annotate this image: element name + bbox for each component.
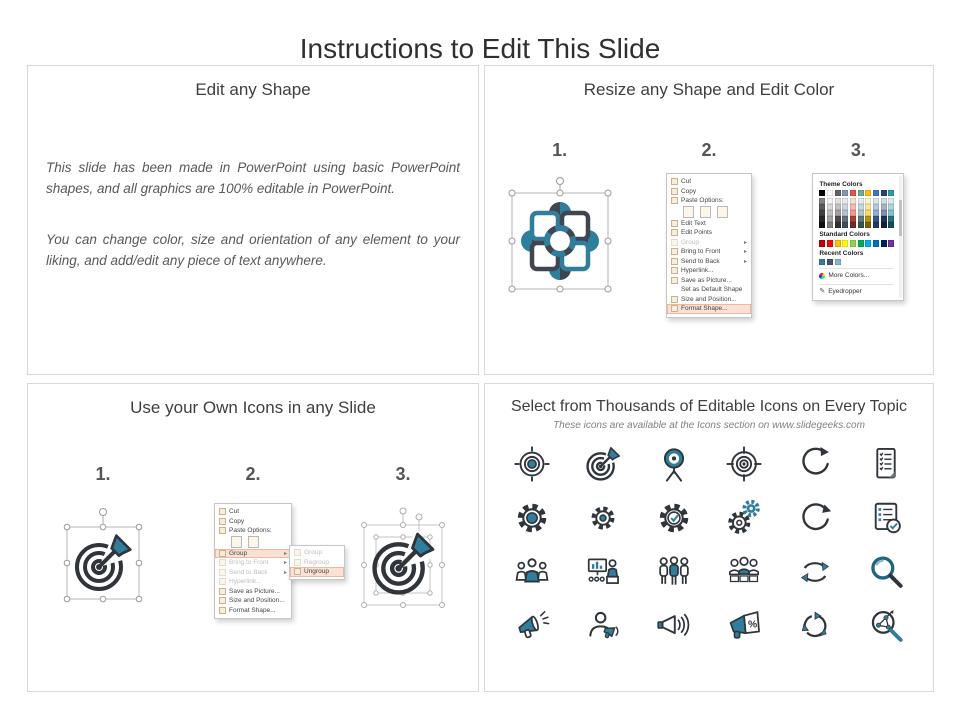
menu-item-label: Format Shape... [229,606,276,614]
color-swatch[interactable] [850,190,856,196]
edit-shape-paragraph-1: This slide has been made in PowerPoint using basic PowerPoint shapes, and all graphics are 100% editable in PowerPoint. [46,160,460,196]
target-crosshair-glyph [513,445,551,483]
menu-item-format-shape[interactable] [215,606,291,616]
color-swatch[interactable] [865,240,871,246]
color-swatch[interactable] [850,222,856,228]
edit-shape-paragraph-2: You can change color, size and orientation of any element to your liking, and add/edit any piece of text anywhere. [46,231,460,268]
save-picture-icon [219,588,226,595]
menu-item-label: Bring to Front [229,559,269,567]
menu-item-copy[interactable] [215,517,291,527]
color-swatch[interactable] [827,190,833,196]
panel-title: Edit any Shape [195,80,311,99]
step-3-label: 3. [850,140,866,160]
menu-item-bring-to-front[interactable] [215,558,291,568]
menu-item-hyperlink[interactable] [215,577,291,587]
ungroup-icon [294,568,301,575]
menu-item-label: Size and Position... [229,597,285,605]
recent-colors-label: Recent Colors [819,249,864,257]
discussion-group-icon[interactable] [709,553,780,591]
theme-tints [819,198,894,228]
color-swatch[interactable] [827,240,833,246]
color-swatch[interactable] [819,190,825,196]
gear-check-glyph [655,499,693,537]
color-picker [812,173,904,301]
menu-item-group[interactable] [215,549,291,559]
clipboard-icon [219,527,226,534]
color-swatch[interactable] [865,190,871,196]
edit-text-icon [671,220,678,227]
selected-shape-illustration [501,173,619,305]
menu-item-group[interactable] [290,548,344,558]
context-menu-shape [666,173,752,318]
panel-own-icons [27,383,479,692]
color-swatch[interactable] [842,222,848,228]
menu-item-label: Hyperlink... [229,578,262,586]
group-icon [294,549,301,556]
menu-item-size-and-position[interactable] [215,596,291,606]
send-back-icon [671,258,678,265]
double-gears-glyph [725,499,763,537]
color-swatch[interactable] [858,222,864,228]
menu-item-copy[interactable] [667,187,751,197]
color-swatch[interactable] [835,240,841,246]
menu-item-label: Edit Points [680,229,713,237]
sync-arrows-glyph [796,553,834,591]
color-swatch[interactable] [835,222,841,228]
hyperlink-icon [219,578,226,585]
menu-item-label: Send to Back [229,568,268,576]
scrollbar-thumb[interactable] [899,200,902,236]
discussion-group-glyph [725,553,763,591]
menu-item-label: Cut [229,508,240,516]
megaphone-waves-icon[interactable] [638,607,709,645]
presentation-trainer-icon[interactable] [568,553,639,591]
color-swatch[interactable] [819,240,825,246]
more-colors-item[interactable] [819,268,894,281]
menu-item-bring-to-front[interactable] [667,247,751,257]
color-swatch[interactable] [842,190,848,196]
crosshair-scope-icon[interactable] [709,445,780,483]
target-stand-glyph [655,445,693,483]
megaphone-waves-glyph [655,607,693,645]
color-swatch[interactable] [873,222,879,228]
theme-colors-row [819,190,894,196]
theme-colors-label: Theme Colors [819,181,863,188]
scissors-icon [671,178,678,185]
eyedropper-icon: ✎ [819,287,826,295]
color-wheel-icon [819,273,825,279]
send-back-icon [219,569,226,576]
submenu-arrow-icon: ▸ [743,249,747,256]
color-swatch[interactable] [881,190,887,196]
panel-title: Resize any Shape and Edit Color [583,80,835,99]
cycle-arrows-icon[interactable] [780,607,851,645]
group-submenu [289,545,345,580]
step-2-label: 2. [701,140,717,160]
eyedropper-item[interactable] [819,284,894,297]
checklist-check-icon[interactable] [850,499,921,537]
palette-scrollbar[interactable] [899,176,902,298]
menu-item-ungroup[interactable] [290,567,344,577]
menu-item-save-as-picture[interactable] [667,276,751,286]
paste-options-row[interactable] [215,536,291,549]
menu-item-label: Group [680,238,700,246]
gear-outline-icon[interactable] [568,499,639,537]
group-icon [671,239,678,246]
checklist-check-glyph [867,499,905,537]
clipboard-icon [671,197,678,204]
menu-item-paste-options[interactable] [215,526,291,536]
megaphone-glyph [513,607,551,645]
submenu-arrow-icon: ▸ [743,258,747,265]
menu-item-send-to-back[interactable] [667,257,751,267]
color-swatch[interactable] [873,190,879,196]
color-swatch[interactable] [873,240,879,246]
color-swatch[interactable] [827,259,833,265]
menu-item-hyperlink[interactable] [667,266,751,276]
menu-item-group[interactable] [667,238,751,248]
rotate-right-icon[interactable] [780,499,851,537]
menu-item-label: Paste Options: [680,197,724,205]
menu-item-label: Group [304,549,323,557]
format-shape-icon [219,607,226,614]
copy-icon [671,188,678,195]
menu-item-label: Edit Text [680,219,706,227]
standard-colors-label: Standard Colors [819,231,870,239]
color-swatch[interactable] [865,222,871,228]
announcer-person-glyph [584,607,622,645]
gear-check-icon[interactable] [638,499,709,537]
icon-library-subtitle: These icons are available at the Icons section on www.slidegeeks.com [553,420,865,431]
audience-group-glyph [513,553,551,591]
menu-item-paste-options[interactable] [667,196,751,206]
menu-item-label: Set as Default Shape [680,286,743,294]
menu-item-label: Save as Picture... [229,587,280,595]
copy-icon [219,518,226,525]
magnifier-share-glyph [867,607,905,645]
menu-item-label: Group [229,549,248,557]
step-1-label: 1. [95,464,111,484]
megaphone-offer-icon[interactable] [709,607,780,645]
color-swatch[interactable] [881,222,887,228]
eyedropper-label: Eyedropper [828,288,862,296]
save-picture-icon [671,277,678,284]
menu-item-size-and-position[interactable] [667,295,751,305]
size-position-icon [219,597,226,604]
checklist-doc-glyph [867,445,905,483]
megaphone-offer-glyph [725,607,763,645]
color-swatch[interactable] [835,190,841,196]
edit-points-icon [671,229,678,236]
color-swatch[interactable] [888,222,894,228]
step-2-label: 2. [245,464,261,484]
color-swatch[interactable] [827,222,833,228]
audience-group-icon[interactable] [497,553,568,591]
paste-option-icon[interactable] [700,206,711,218]
color-swatch[interactable] [881,240,887,246]
sync-arrows-icon[interactable] [780,553,851,591]
paste-option-icon[interactable] [248,536,259,548]
panel-title: Select from Thousands of Editable Icons on Every Topic [510,398,908,415]
submenu-arrow-icon: ▸ [283,569,287,576]
submenu-arrow-icon: ▸ [743,239,747,246]
dartboard-dart-icon[interactable] [568,445,639,483]
scissors-icon [219,508,226,515]
menu-item-edit-points[interactable] [667,228,751,238]
presentation-trainer-glyph [584,553,622,591]
menu-item-label: Size and Position... [680,295,737,303]
color-swatch[interactable] [888,240,894,246]
group-icon [219,550,226,557]
rotation-handle-icon [100,509,107,516]
menu-item-label: Bring to Front [680,248,721,256]
menu-item-cut[interactable] [215,507,291,517]
menu-item-label: Save as Picture... [680,276,732,284]
panel-resize-edit-color [484,65,934,375]
format-shape-icon [671,305,678,312]
bring-front-icon [671,248,678,255]
hyperlink-icon [671,267,678,274]
color-swatch[interactable] [888,190,894,196]
color-swatch[interactable] [858,240,864,246]
submenu-arrow-icon: ▸ [283,560,287,567]
step-1-label: 1. [552,140,568,160]
regroup-icon [294,559,301,566]
menu-item-format-shape[interactable] [667,304,751,314]
menu-item-label: Copy [229,517,245,525]
magnifier-share-icon[interactable] [850,607,921,645]
menu-item-label: Hyperlink... [680,267,714,275]
target-crosshair-icon[interactable] [497,445,568,483]
rotate-right-glyph [796,499,834,537]
target-stand-icon[interactable] [638,445,709,483]
megaphone-icon[interactable] [497,607,568,645]
gear-outline-glyph [584,499,622,537]
menu-item-edit-text[interactable] [667,219,751,229]
rotate-left-icon[interactable] [780,445,851,483]
double-gears-icon[interactable] [709,499,780,537]
menu-item-label: Regroup [304,558,329,566]
menu-item-send-to-back[interactable] [215,568,291,578]
context-menu-group [214,503,329,619]
submenu-arrow-icon: ▸ [283,550,287,557]
menu-item-label: Format Shape... [680,305,728,313]
bring-front-icon [219,559,226,566]
cycle-arrows-glyph [796,607,834,645]
color-swatch[interactable] [842,240,848,246]
page-title: Instructions to Edit This Slide [299,32,661,64]
menu-item-save-as-picture[interactable] [215,587,291,597]
ungrouped-icon-illustration [347,503,459,621]
menu-item-set-as-default-shape[interactable] [667,285,751,295]
gear-solid-glyph [513,499,551,537]
color-swatch[interactable] [819,222,825,228]
color-swatch[interactable] [858,190,864,196]
menu-item-label: Cut [680,178,692,186]
team-standing-icon[interactable] [638,553,709,591]
grouped-icon-selected-illustration [53,503,153,621]
panel-edit-any-shape [27,65,479,375]
menu-item-label: Paste Options: [229,527,272,535]
announcer-person-icon[interactable] [568,607,639,645]
menu-item-cut[interactable] [667,177,751,187]
recent-colors-row [819,259,894,265]
size-position-icon [671,296,678,303]
step-numbers [28,464,478,485]
rotate-left-glyph [796,445,834,483]
menu-item-label: Ungroup [304,568,329,576]
menu-item-label: Copy [680,187,697,195]
checklist-doc-icon[interactable] [850,445,921,483]
magnifier-icon[interactable] [850,553,921,591]
gear-solid-icon[interactable] [497,499,568,537]
paste-options-row[interactable] [667,206,751,219]
crosshair-scope-glyph [725,445,763,483]
menu-item-label: Send to Back [680,257,720,265]
more-colors-label: More Colors... [828,272,870,280]
dartboard-dart-glyph [584,445,622,483]
color-swatch[interactable] [819,259,825,265]
paste-option-icon[interactable] [231,536,242,548]
panel-icon-library [484,383,934,692]
color-swatch[interactable] [835,259,841,265]
icon-grid [497,445,921,645]
menu-item-regroup[interactable] [290,558,344,568]
color-swatch[interactable] [850,240,856,246]
magnifier-glyph [867,553,905,591]
standard-colors-row [819,240,894,246]
paste-option-icon[interactable] [717,206,728,218]
step-3-label: 3. [395,464,411,484]
team-standing-glyph [655,553,693,591]
rotation-handle-icon [556,178,563,185]
step-numbers [485,140,933,161]
paste-option-icon[interactable] [683,206,694,218]
panel-title: Use your Own Icons in any Slide [130,398,376,417]
